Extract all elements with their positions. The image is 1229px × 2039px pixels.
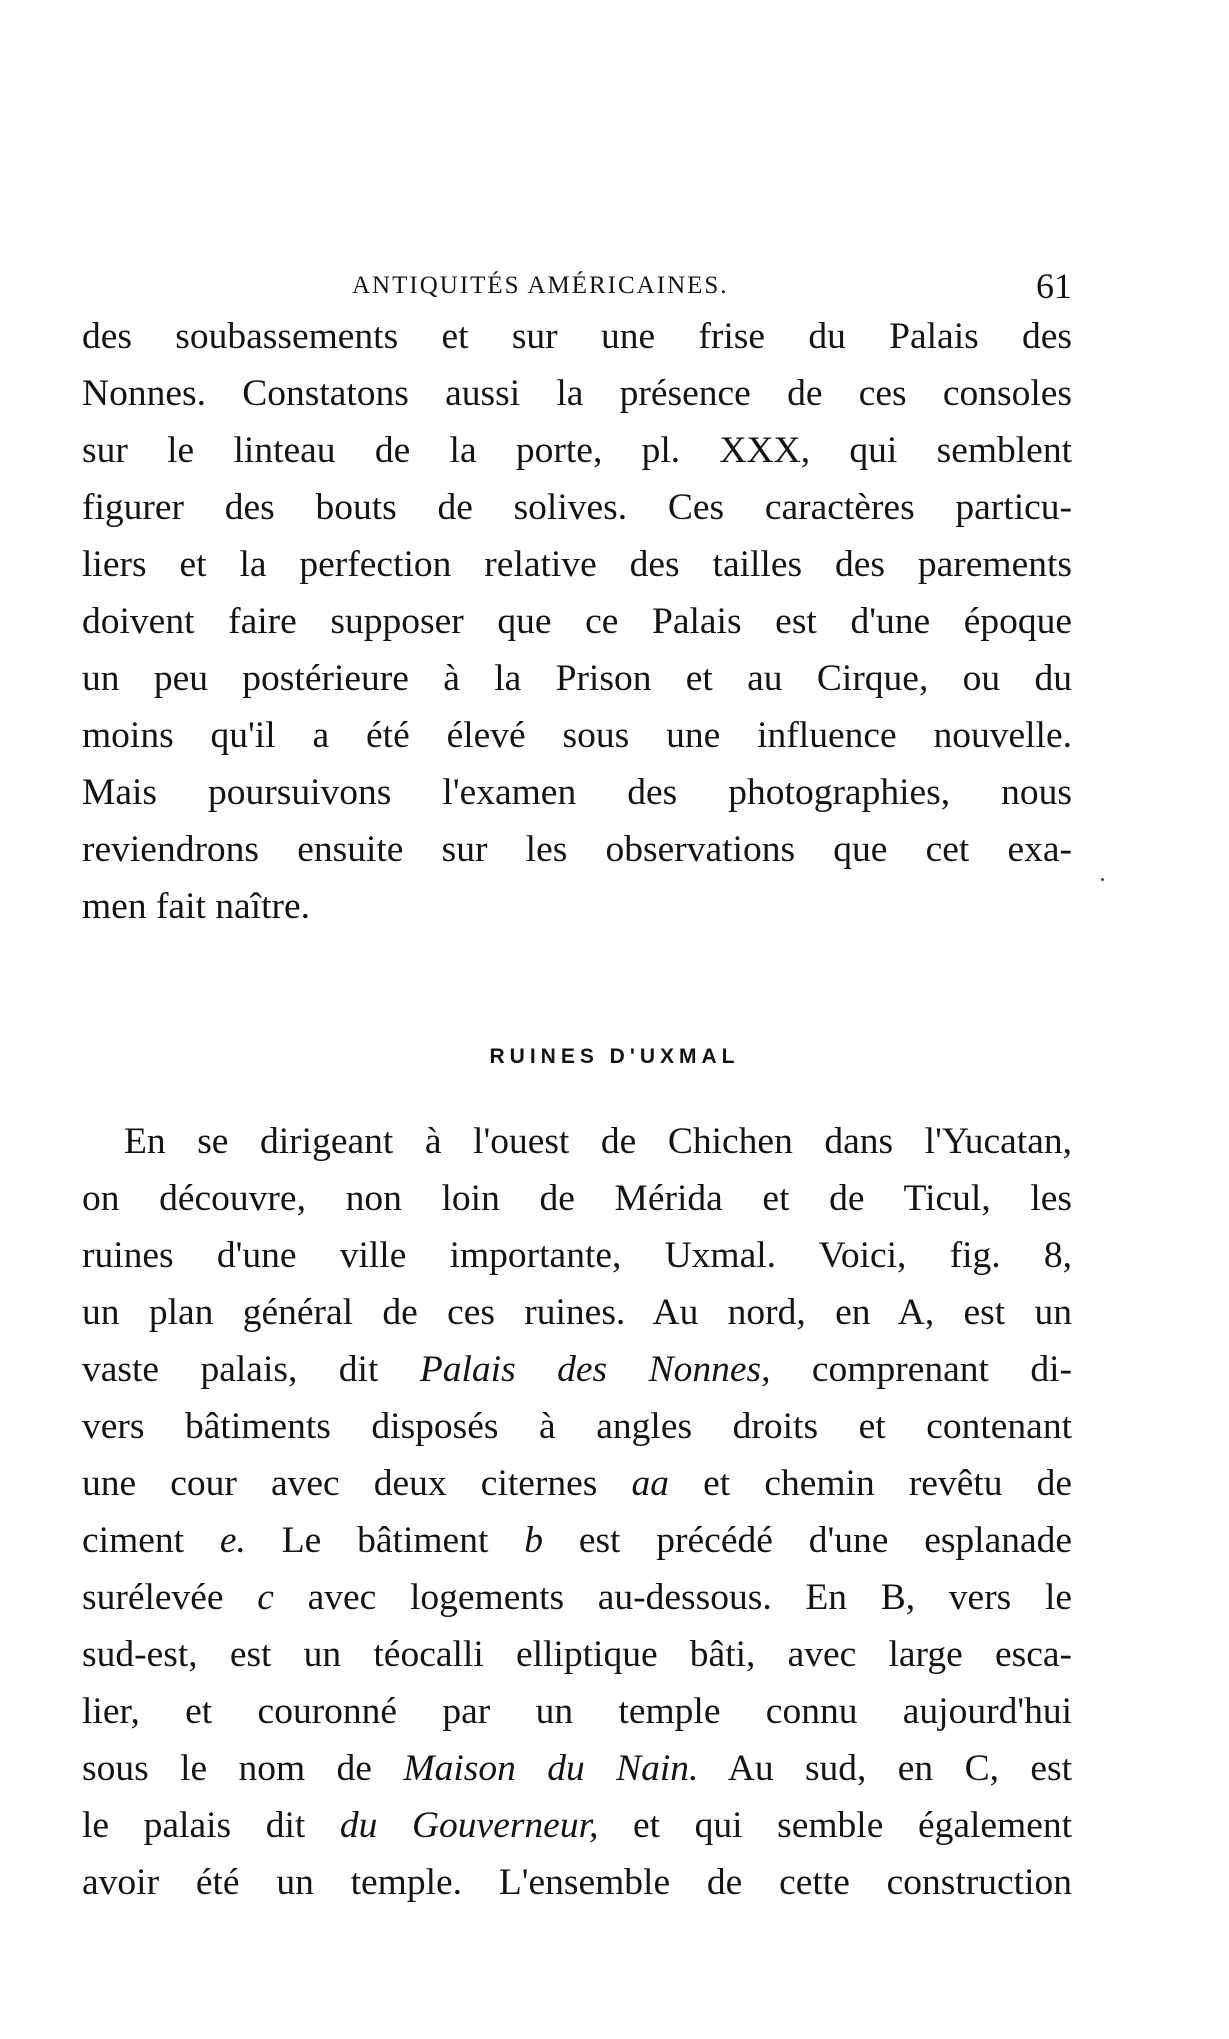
italic-run: c [257, 1577, 274, 1618]
text-run: comprenant di- [811, 1349, 1073, 1390]
italic-run: b [524, 1520, 543, 1561]
text-line: vers bâtiments disposés à angles droits et contenant [82, 1406, 1072, 1447]
text-line: un peu postérieure à la Prison et au Cirque, ou du [82, 658, 1072, 699]
italic-run: Maison du Nain. [403, 1748, 699, 1789]
paragraph-uxmal [82, 1113, 1072, 1911]
text-line: reviendrons ensuite sur les observations que cet exa- [82, 829, 1072, 870]
text-run: le palais dit [82, 1805, 306, 1846]
text-run: vaste palais, dit [82, 1349, 379, 1390]
text-line: Mais poursuivons l'examen des photographies, nous [82, 772, 1072, 813]
text-line [82, 1740, 1072, 1797]
italic-run: aa [631, 1463, 670, 1504]
italic-run: e. [219, 1520, 246, 1561]
text-run: sous le nom de [82, 1748, 372, 1789]
text-line: on découvre, non loin de Mérida et de Ticul, les [82, 1178, 1072, 1219]
running-title: ANTIQUITÉS AMÉRICAINES. [352, 272, 729, 299]
text-line: des soubassements et sur une frise du Palais des [82, 316, 1072, 357]
text-run: et qui semble également [633, 1805, 1073, 1846]
text-line [82, 1512, 1072, 1569]
text-line: un plan général de ces ruines. Au nord, en A, est un [82, 1292, 1072, 1333]
text-line: avoir été un temple. L'ensemble de cette construction [82, 1862, 1072, 1903]
text-run: est précédé d'une esplanade [578, 1520, 1073, 1561]
text-line [82, 1341, 1072, 1398]
text-run: Le bâtiment [281, 1520, 489, 1561]
text-line: men fait naître. [82, 886, 311, 927]
text-line [82, 1569, 1072, 1626]
text-run: une cour avec deux citernes [82, 1463, 598, 1504]
paragraph-continued [82, 308, 1072, 935]
text-line: liers et la perfection relative des tailles des parements [82, 544, 1072, 585]
text-line: figurer des bouts de solives. Ces caractères particu- [82, 487, 1072, 528]
text-line: doivent faire supposer que ce Palais est d'une époque [82, 601, 1072, 642]
text-run: avec logements au-dessous. En B, vers le [307, 1577, 1073, 1618]
text-run: et chemin revêtu de [703, 1463, 1073, 1504]
text-line: sud-est, est un téocalli elliptique bâti, avec large esca- [82, 1634, 1072, 1675]
page-number: 61 [1036, 266, 1072, 306]
stray-ink-mark [1101, 878, 1104, 881]
text-run: Au sud, en C, est [727, 1748, 1072, 1789]
section-heading: RUINES D'UXMAL [489, 1045, 740, 1068]
text-line [82, 1455, 1072, 1512]
text-line: lier, et couronné par un temple connu aujourd'hui [82, 1691, 1072, 1732]
running-head [82, 264, 1072, 308]
text-line: ruines d'une ville importante, Uxmal. Voici, fig. 8, [82, 1235, 1072, 1276]
italic-run: Palais des Nonnes, [419, 1349, 771, 1390]
text-line: En se dirigeant à l'ouest de Chichen dans l'Yucatan, [124, 1121, 1072, 1162]
text-run: surélevée [82, 1577, 224, 1618]
text-line: sur le linteau de la porte, pl. XXX, qui semblent [82, 430, 1072, 471]
text-line: Nonnes. Constatons aussi la présence de ces consoles [82, 373, 1072, 414]
text-run: ciment [82, 1520, 185, 1561]
italic-run: du Gouverneur, [339, 1805, 599, 1846]
text-line: moins qu'il a été élevé sous une influence nouvelle. [82, 715, 1072, 756]
text-line [82, 1797, 1072, 1854]
